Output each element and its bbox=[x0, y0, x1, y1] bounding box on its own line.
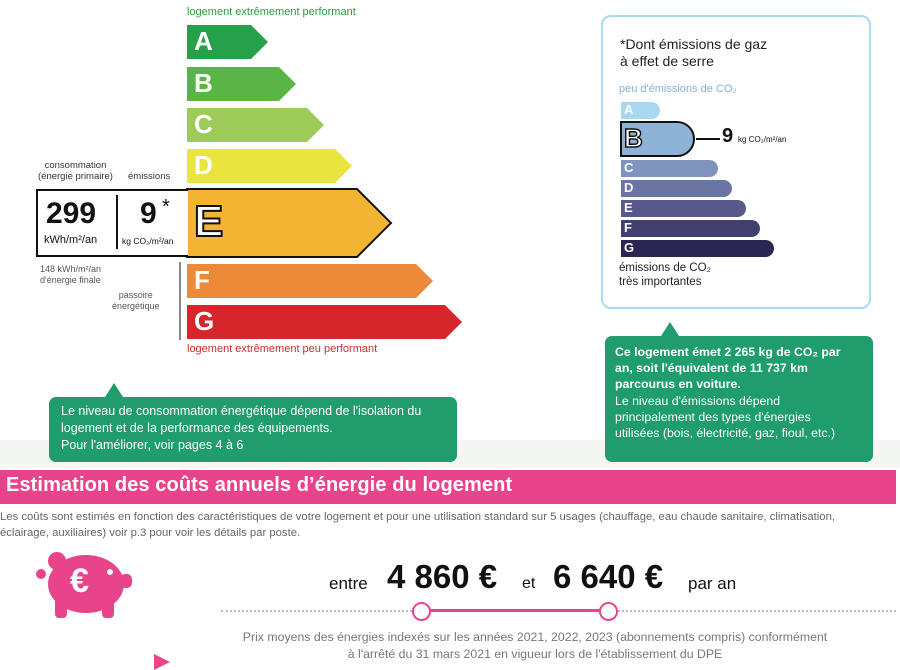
bubble-right-bold-line: an, soit l'équivalent de 11 737 km bbox=[615, 361, 808, 376]
piggy-bank-icon bbox=[30, 548, 135, 625]
costs-title-bar bbox=[0, 470, 896, 504]
dpe-class-letter: E bbox=[194, 197, 224, 246]
dpe-top-label: logement extrêmement performant bbox=[187, 6, 356, 18]
passoire-bracket bbox=[179, 262, 181, 340]
emissions-star: * bbox=[162, 196, 170, 218]
bubble-left-line: Le niveau de consommation énergétique dépend de l'isolation du bbox=[61, 404, 422, 418]
cost-note-line: à l'arrêté du 31 mars 2021 en vigueur lors de l'établissement du DPE bbox=[347, 647, 723, 661]
cost-and: et bbox=[522, 575, 536, 592]
bubble-right-line: utilisées (bois, électricité, gaz, fioul, etc.) bbox=[615, 426, 836, 441]
consumption-header: consommation (énergie primaire) bbox=[38, 160, 113, 182]
costs-desc-line: Les coûts sont estimés en fonction des caractéristiques de votre logement et pour une utilisation standard sur 5 usages (chauffage, eau chaude sanitaire, climatisation, bbox=[0, 511, 835, 523]
consumption-value: 299 bbox=[46, 197, 97, 230]
bubble-left-line: logement et de la performance des équipements. bbox=[61, 421, 333, 435]
dpe-class-letter: G bbox=[194, 306, 215, 336]
cost-max: 6 640 € bbox=[553, 558, 664, 595]
cost-min: 4 860 € bbox=[387, 558, 498, 595]
ges-class-letter: D bbox=[624, 180, 634, 195]
value-divider bbox=[116, 195, 118, 249]
costs-title: Estimation des coûts annuels d’énergie du logement bbox=[6, 474, 513, 496]
bubble-right-line: Le niveau d'émissions dépend bbox=[615, 393, 781, 408]
cost-between: entre bbox=[329, 574, 368, 593]
dpe-class-f bbox=[186, 263, 437, 297]
bubble-left-line: Pour l'améliorer, voir pages 4 à 6 bbox=[61, 438, 244, 452]
emissions-value: 9 bbox=[140, 197, 157, 230]
cost-range-min-marker bbox=[412, 602, 431, 621]
consumption-unit: kWh/m²/an bbox=[44, 234, 98, 246]
costs-description bbox=[0, 509, 835, 541]
ges-pointer-line bbox=[696, 138, 720, 140]
cost-range-segment bbox=[421, 609, 609, 612]
cost-note-line: Prix moyens des énergies indexés sur les années 2021, 2022, 2023 (abonnements compris) conformément bbox=[242, 630, 828, 644]
ges-value: 9 bbox=[722, 125, 734, 147]
cost-range-max-marker bbox=[599, 602, 618, 621]
emissions-header: émissions bbox=[128, 171, 171, 182]
costs-desc-line: éclairage, auxiliaires) voir p.3 pour voir les détails par poste. bbox=[0, 527, 301, 539]
passoire-label: passoire énergétique bbox=[112, 290, 160, 311]
ges-class-g bbox=[620, 239, 778, 256]
dpe-class-d bbox=[186, 148, 356, 182]
dpe-class-letter: C bbox=[194, 109, 213, 139]
bubble-right-bold-line: Ce logement émet 2 265 kg de CO₂ par bbox=[615, 345, 841, 359]
dpe-class-letter: A bbox=[194, 26, 213, 56]
emissions-unit: kg CO₂/m²/an bbox=[122, 236, 174, 246]
ges-title: *Dont émissions de gaz à effet de serre bbox=[620, 36, 768, 69]
ges-class-letter: A bbox=[624, 102, 634, 117]
euro-sign: € bbox=[70, 562, 89, 600]
ges-class-e bbox=[620, 199, 750, 216]
bubble-right-bold-line: parcourus en voiture. bbox=[615, 377, 741, 392]
consumption-info-bubble bbox=[49, 397, 457, 462]
cost-per-year: par an bbox=[688, 574, 737, 593]
ges-class-f bbox=[620, 219, 764, 236]
cost-note bbox=[190, 629, 880, 663]
ges-unit: kg CO₂/m²/an bbox=[738, 135, 787, 144]
ges-class-letter: B bbox=[624, 123, 643, 153]
dpe-class-e bbox=[186, 188, 395, 256]
ges-class-letter: C bbox=[624, 160, 634, 175]
emissions-info-bubble bbox=[605, 336, 873, 462]
dpe-class-a bbox=[186, 24, 272, 58]
ges-top-label: peu d'émissions de CO₂ bbox=[619, 83, 737, 95]
ges-class-b bbox=[620, 121, 698, 155]
dpe-class-g bbox=[186, 304, 466, 338]
ges-class-a bbox=[620, 101, 664, 118]
ges-class-letter: F bbox=[624, 220, 632, 235]
bubble-right-line: principalement des types d'énergies bbox=[615, 409, 811, 424]
ges-class-c bbox=[620, 159, 722, 176]
ges-bottom-label: émissions de CO₂ très importantes bbox=[619, 262, 712, 288]
final-energy-note: 148 kWh/m²/an d'énergie finale bbox=[40, 264, 102, 285]
ges-class-d bbox=[620, 179, 736, 196]
dpe-class-letter: F bbox=[194, 265, 210, 295]
ges-class-letter: G bbox=[624, 240, 635, 255]
dpe-class-letter: B bbox=[194, 68, 213, 98]
dpe-class-c bbox=[186, 107, 328, 141]
ges-panel bbox=[601, 15, 871, 309]
dpe-class-letter: D bbox=[194, 150, 213, 180]
dpe-class-b bbox=[186, 66, 300, 100]
dpe-bottom-label: logement extrêmement peu performant bbox=[187, 343, 378, 355]
ges-class-letter: E bbox=[624, 200, 633, 215]
next-arrow-icon bbox=[154, 654, 170, 670]
